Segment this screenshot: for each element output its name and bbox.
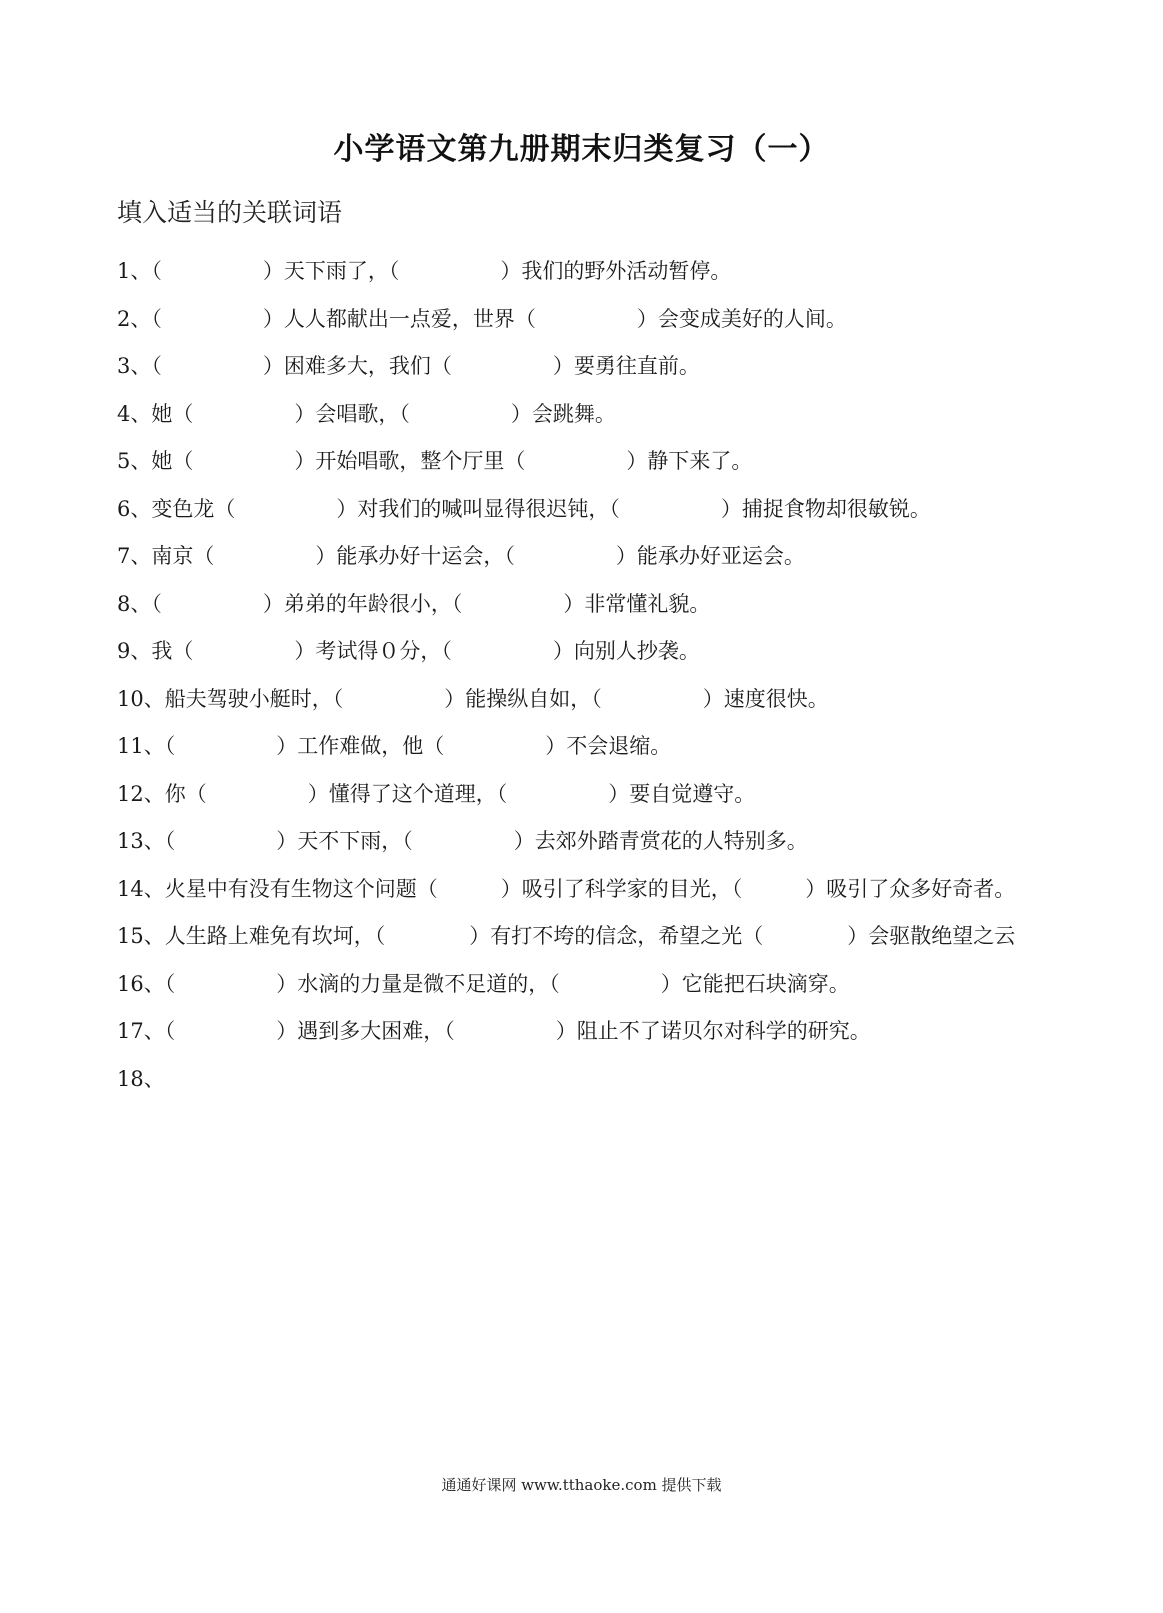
item-text: ）非常懂礼貌。 — [563, 591, 711, 616]
exercise-item-2 — [117, 296, 1047, 344]
item-text: ）要勇往直前。 — [552, 354, 700, 378]
item-text: 8、（ — [117, 591, 162, 616]
item-text: 14、火星中有没有生物这个问题（ — [117, 876, 438, 901]
item-text: ）人人都献出一点爱，世界（ — [262, 306, 536, 331]
item-text: ）捕捉食物却很敏锐。 — [720, 496, 931, 521]
item-text: ）向别人抄袭。 — [552, 639, 700, 663]
item-text: ）不会退缩。 — [545, 734, 672, 758]
exercise-item-12 — [117, 771, 1047, 819]
item-text: ）工作难做，他（ — [276, 734, 445, 758]
item-text: ）能操纵自如，（ — [444, 686, 602, 711]
item-text: ）要自觉遵守。 — [608, 781, 756, 806]
item-text: ）水滴的力量是微不足道的，（ — [276, 971, 560, 996]
item-text: ）懂得了这个道理，（ — [307, 781, 508, 806]
item-text: ）天不下雨，（ — [276, 829, 413, 853]
exercise-item-11 — [117, 723, 1047, 771]
item-text: ）它能把石块滴穿。 — [660, 971, 850, 996]
item-text: 7、南京（ — [117, 544, 215, 568]
footer-credit: 通通好课网 www.tthaoke.com 提供下载 — [441, 1476, 722, 1494]
item-text: 2、（ — [117, 306, 162, 331]
exercise-item-4 — [117, 391, 1047, 439]
item-text: ）静下来了。 — [626, 449, 753, 473]
exercise-item-7 — [117, 533, 1047, 581]
item-text: ）吸引了众多好奇者。 — [805, 876, 1016, 901]
item-text: 17、（ — [117, 1019, 176, 1043]
section-heading: 填入适当的关联词语 — [117, 198, 343, 227]
item-text: ）速度很快。 — [702, 686, 829, 711]
item-text: 10、船夫驾驶小艇时，（ — [117, 686, 344, 711]
item-text: ）我们的野外活动暂停。 — [500, 259, 732, 283]
exercise-item-17 — [117, 1008, 1047, 1056]
item-text: ）会唱歌，（ — [294, 401, 410, 426]
item-text: ）考试得０分，（ — [294, 639, 452, 663]
item-text: 13、（ — [117, 829, 176, 853]
item-text: ）会跳舞。 — [510, 401, 616, 426]
item-text: 15、人生路上难免有坎坷，（ — [117, 924, 386, 948]
exercise-item-16 — [117, 961, 1047, 1009]
exercise-item-3 — [117, 343, 1047, 391]
exercise-item-18 — [117, 1056, 1047, 1104]
item-text: ）困难多大，我们（ — [262, 354, 452, 378]
item-text: 9、我（ — [117, 639, 194, 663]
exercise-item-8 — [117, 581, 1047, 629]
item-text: ）去郊外踏青赏花的人特别多。 — [513, 829, 808, 853]
item-text: 5、她（ — [117, 449, 194, 473]
item-text: ）吸引了科学家的目光，（ — [500, 876, 743, 901]
item-text: 16、（ — [117, 971, 176, 996]
exercise-list — [117, 248, 1047, 1103]
exercise-item-9 — [117, 628, 1047, 676]
item-text: 6、变色龙（ — [117, 496, 236, 521]
item-text: 1、（ — [117, 259, 162, 283]
item-text: 11、（ — [117, 734, 176, 758]
item-text: ）遇到多大困难，（ — [276, 1019, 455, 1043]
item-text: ）阻止不了诺贝尔对科学的研究。 — [555, 1019, 871, 1043]
item-text: ）会驱散绝望之云 — [847, 924, 1016, 948]
item-text: ）能承办好十运会，（ — [315, 544, 515, 568]
exercise-item-15 — [117, 913, 1047, 961]
item-text: 18、 — [117, 1066, 165, 1091]
exercise-item-14 — [117, 866, 1047, 914]
item-text: ）天下雨了，（ — [262, 259, 400, 283]
page-title: 小学语文第九册期末归类复习（一） — [333, 132, 830, 167]
item-text: ）有打不垮的信念，希望之光（ — [469, 924, 764, 948]
item-text: 3、（ — [117, 354, 162, 378]
item-text: 4、她（ — [117, 401, 194, 426]
item-text: ）对我们的喊叫显得很迟钝，（ — [336, 496, 620, 521]
exercise-item-1 — [117, 248, 1047, 296]
item-text: ）开始唱歌，整个厅里（ — [294, 449, 526, 473]
item-text: ）弟弟的年龄很小，（ — [262, 591, 463, 616]
exercise-item-5 — [117, 438, 1047, 486]
exercise-item-13 — [117, 818, 1047, 866]
item-text: ）会变成美好的人间。 — [636, 306, 847, 331]
exercise-item-6 — [117, 486, 1047, 534]
item-text: 12、你（ — [117, 781, 207, 806]
exercise-item-10 — [117, 676, 1047, 724]
item-text: ）能承办好亚运会。 — [615, 544, 805, 568]
